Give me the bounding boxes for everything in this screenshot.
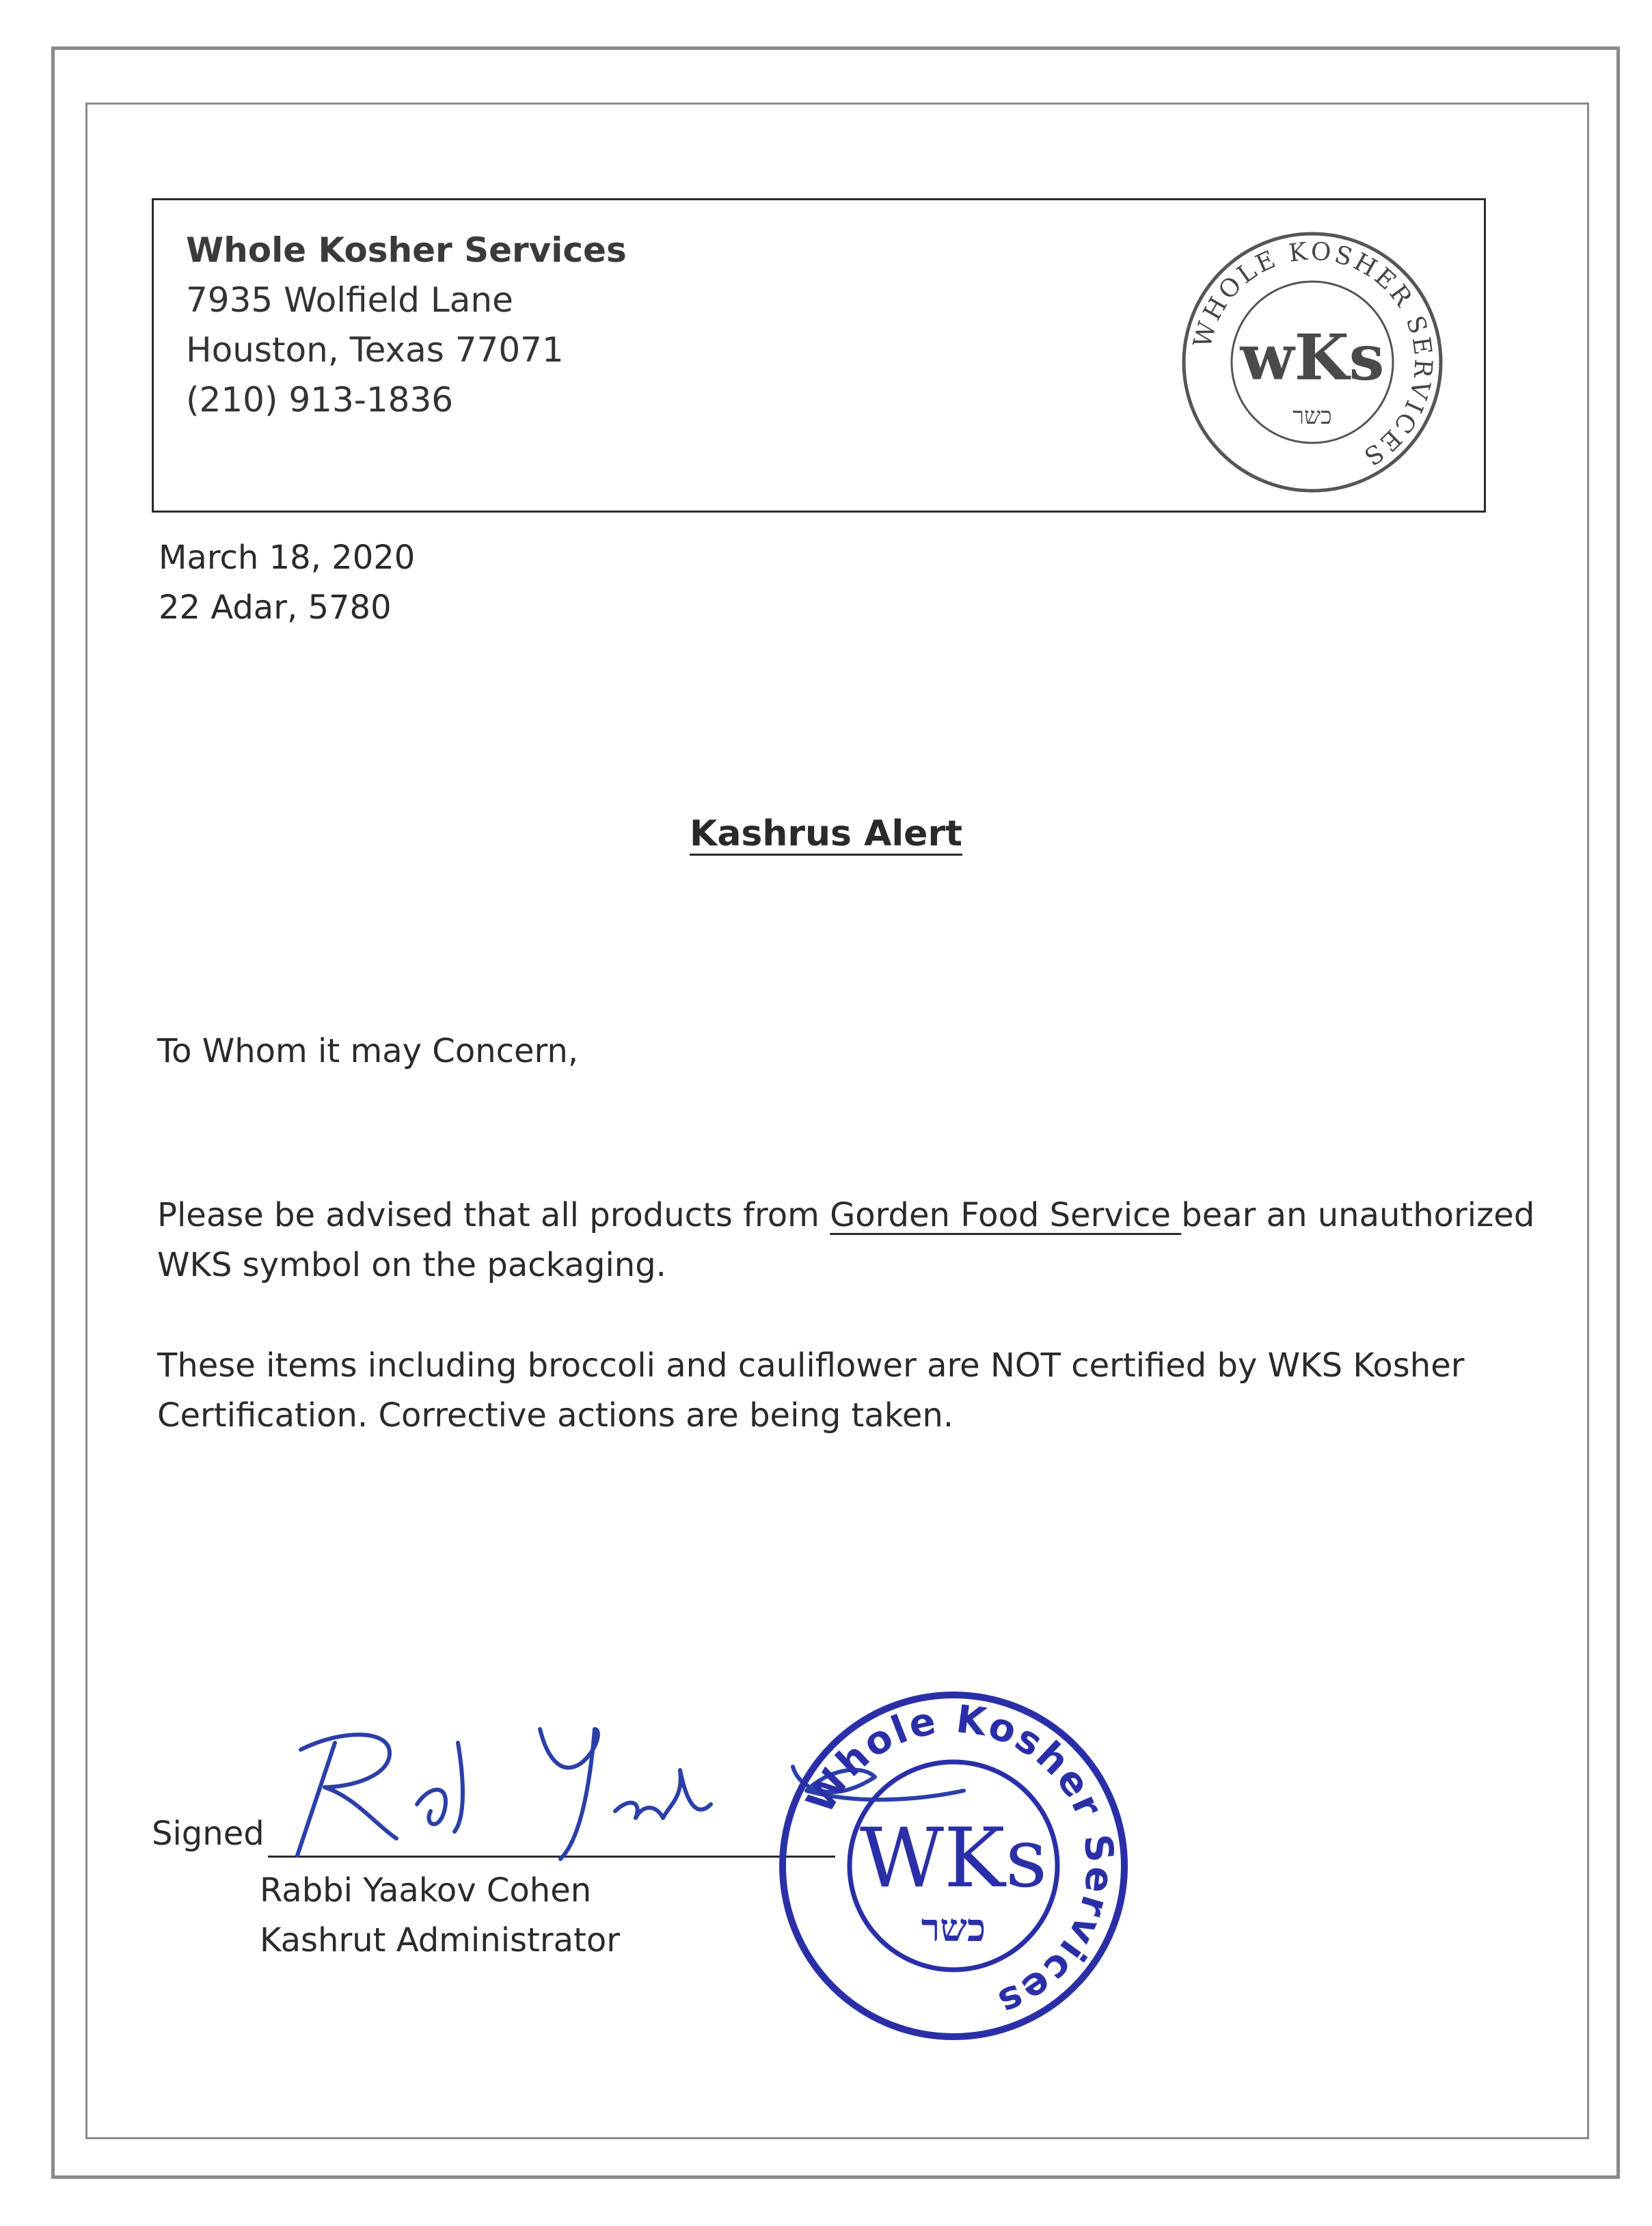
paragraph-2-line-1: These items including broccoli and cauliflower are NOT certified by WKS Kosher	[157, 1346, 1465, 1385]
phone-number: (210) 913-1836	[186, 380, 454, 420]
para1-post: bear an unauthorized	[1181, 1196, 1535, 1234]
stamp-monogram: WKs	[859, 1811, 1048, 1906]
signer-name: Rabbi Yaakov Cohen	[260, 1871, 592, 1910]
signer-title: Kashrut Administrator	[260, 1921, 620, 1959]
stamp-hebrew: כשר	[921, 1905, 986, 1951]
org-name: Whole Kosher Services	[186, 230, 627, 270]
org-address-block	[186, 226, 627, 425]
salutation: To Whom it may Concern,	[157, 1032, 579, 1070]
stamp-ring-text: Whole Kosher Services	[798, 1697, 1122, 2026]
page-title-text: Kashrus Alert	[690, 813, 962, 854]
paragraph-2	[157, 1341, 1464, 1441]
company-name: Gorden Food Service	[830, 1196, 1182, 1234]
address-line-2: Houston, Texas 77071	[186, 330, 564, 370]
paragraph-1-line-2: WKS symbol on the packaging.	[157, 1246, 666, 1284]
seal-ring-text: WHOLE KOSHER SERVICES	[1188, 237, 1437, 472]
wks-seal-icon	[1176, 226, 1449, 499]
page-title	[0, 813, 1652, 854]
paragraph-2-line-2: Certification. Corrective actions are being taken.	[157, 1396, 954, 1435]
paragraph-1-line-1	[157, 1191, 1534, 1240]
wks-stamp-icon	[776, 1688, 1131, 2044]
para1-pre: Please be advised that all products from	[157, 1196, 830, 1234]
signed-label: Signed	[152, 1815, 265, 1853]
hebrew-date: 22 Adar, 5780	[159, 588, 392, 627]
seal-monogram: wKs	[1240, 321, 1385, 394]
date-block	[159, 533, 415, 633]
signer-block	[260, 1866, 620, 1966]
seal-hebrew: כשר	[1292, 403, 1332, 430]
gregorian-date: March 18, 2020	[159, 539, 416, 577]
paragraph-1	[157, 1191, 1534, 1290]
address-line-1: 7935 Wolfield Lane	[186, 280, 513, 320]
